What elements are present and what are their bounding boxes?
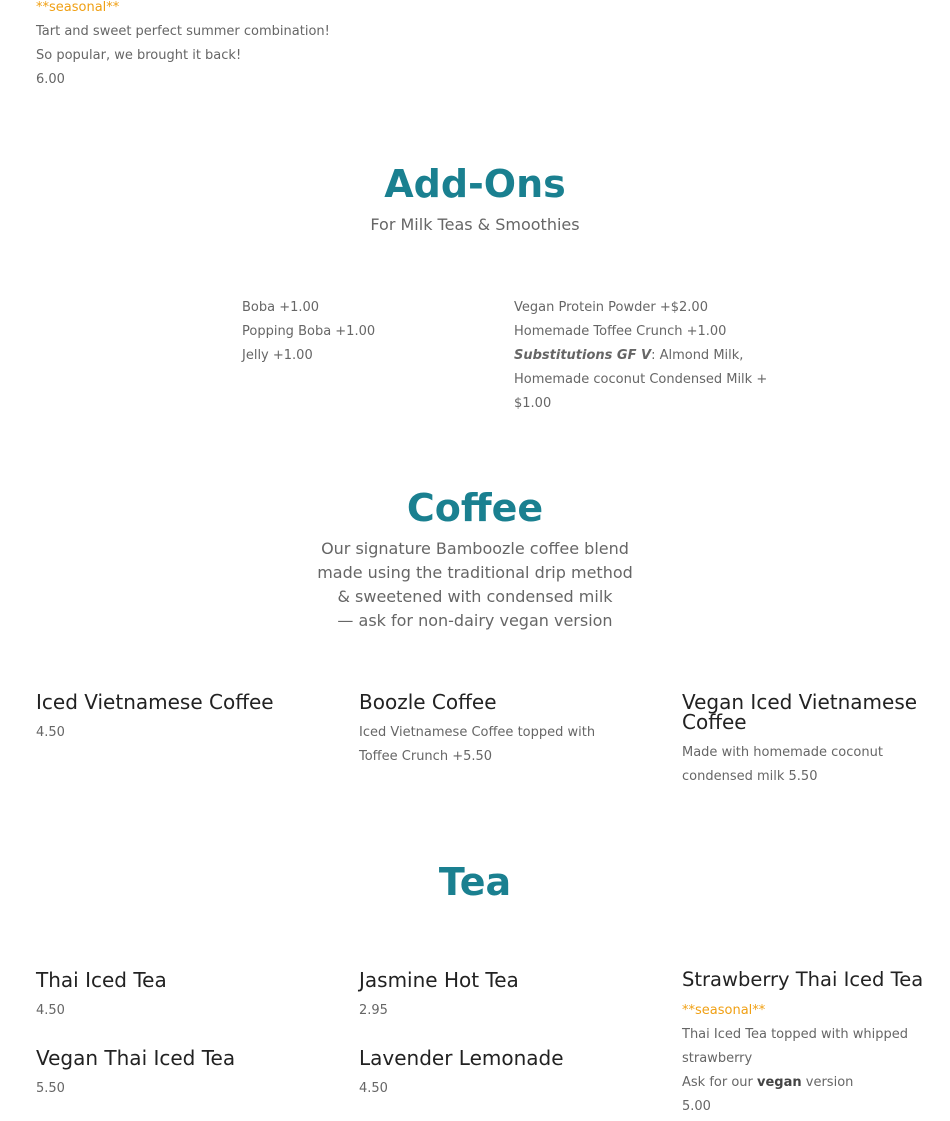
substitutions-text: : Almond Milk,: [651, 348, 744, 363]
substitutions-price: $1.00: [514, 396, 552, 411]
coffee-subtitle-line: & sweetened with condensed milk: [337, 587, 613, 606]
coffee-subtitle-line: — ask for non-dairy vegan version: [337, 611, 613, 630]
menu-item-vegan-thai-iced-tea: [36, 1048, 336, 1101]
addon-item: Jelly +1.00: [242, 348, 313, 363]
substitutions-line: [514, 344, 774, 368]
substitutions-label: Substitutions GF V: [514, 348, 652, 363]
addon-item: Vegan Protein Powder +$2.00: [514, 300, 708, 315]
substitutions-text: Homemade coconut Condensed Milk +: [514, 372, 768, 387]
item-description: condensed milk 5.50: [682, 769, 818, 784]
item-title: Thai Iced Tea: [36, 968, 167, 992]
coffee-subtitle-line: Our signature Bamboozle coffee blend: [321, 539, 629, 558]
item-description: So popular, we brought it back!: [36, 48, 242, 63]
item-description: Made with homemade coconut: [682, 745, 883, 760]
tea-title: Tea: [438, 860, 512, 904]
seasonal-badge: **seasonal**: [682, 1003, 766, 1018]
addons-title: Add-Ons: [384, 162, 566, 206]
item-title-line: Coffee: [682, 710, 747, 734]
addon-item: Homemade Toffee Crunch +1.00: [514, 324, 727, 339]
menu-item-iced-vietnamese-coffee: [36, 692, 336, 745]
menu-item-boozle-coffee: [359, 692, 659, 769]
vegan-note-bold: vegan: [757, 1075, 802, 1090]
addons-subtitle: For Milk Teas & Smoothies: [370, 215, 580, 234]
item-title: Iced Vietnamese Coffee: [36, 690, 274, 714]
addon-item: Boba +1.00: [242, 300, 320, 315]
addons-list-right: [514, 296, 774, 416]
coffee-subtitle-line: made using the traditional drip method: [317, 563, 633, 582]
item-price: 5.00: [682, 1099, 711, 1114]
addon-item: Popping Boba +1.00: [242, 324, 376, 339]
seasonal-badge: **seasonal**: [36, 0, 120, 15]
menu-item-jasmine-hot-tea: [359, 970, 659, 1023]
menu-item-vegan-iced-vietnamese-coffee: [682, 692, 944, 789]
coffee-subtitle: [0, 537, 950, 633]
item-description: Iced Vietnamese Coffee topped with: [359, 725, 596, 740]
item-price: 5.50: [36, 1081, 65, 1096]
menu-item-thai-iced-tea: [36, 970, 336, 1023]
item-title: Vegan Thai Iced Tea: [36, 1046, 236, 1070]
item-title-line: Vegan Iced Vietnamese: [682, 690, 918, 714]
item-title: Boozle Coffee: [359, 690, 497, 714]
vegan-note-suffix: version: [801, 1075, 854, 1090]
item-price: 4.50: [36, 1003, 65, 1018]
item-description: Thai Iced Tea topped with whipped: [682, 1027, 908, 1042]
vegan-note: [682, 1071, 948, 1095]
item-price: 4.50: [36, 725, 65, 740]
vegan-note-prefix: Ask for our: [682, 1075, 758, 1090]
item-title: Strawberry Thai Iced Tea: [682, 968, 924, 991]
item-price: 4.50: [359, 1081, 388, 1096]
item-title: Lavender Lemonade: [359, 1046, 564, 1070]
item-description: Toffee Crunch +5.50: [359, 749, 493, 764]
menu-item-strawberry-thai-iced-tea: [682, 970, 948, 1119]
addons-list-left: [242, 296, 492, 368]
top-item: [36, 0, 436, 92]
coffee-title: Coffee: [406, 486, 544, 530]
item-description: strawberry: [682, 1051, 753, 1066]
item-price: 2.95: [359, 1003, 388, 1018]
item-title: [682, 692, 944, 732]
menu-item-lavender-lemonade: [359, 1048, 659, 1101]
item-title: Jasmine Hot Tea: [359, 968, 519, 992]
item-description: Tart and sweet perfect summer combination!: [36, 24, 330, 39]
item-price: 6.00: [36, 72, 65, 87]
